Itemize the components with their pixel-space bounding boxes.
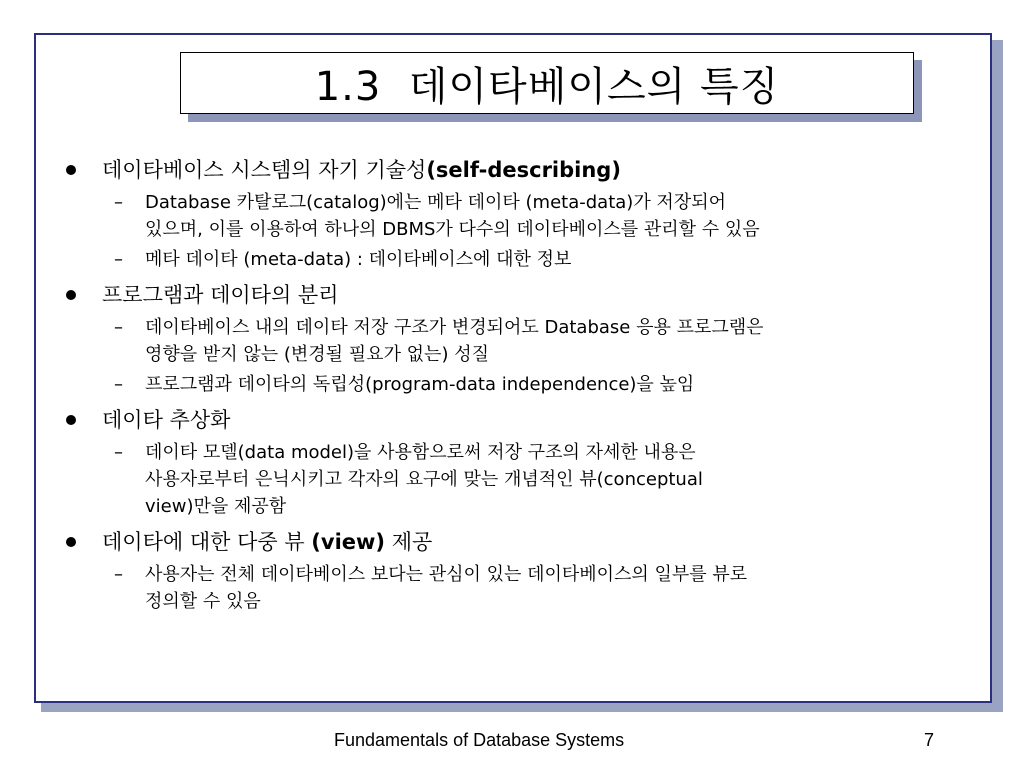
bullet-text-bold: (self-describing)	[426, 158, 621, 182]
bullet-icon	[66, 537, 76, 547]
sub-bullet	[62, 189, 962, 243]
sub-bullet	[62, 561, 962, 615]
sub-bullet-line: 프로그램과 데이타의 독립성(program-data independence)을 높임	[145, 374, 695, 395]
dash-icon: –	[114, 192, 123, 213]
bullet-data-abstraction	[62, 404, 962, 436]
sub-bullet	[62, 371, 962, 398]
bullet-text: 프로그램과 데이타의 분리	[102, 283, 339, 307]
sub-bullet-line: 데이타베이스 내의 데이타 저장 구조가 변경되어도 Database 응용 프로그램은	[145, 317, 764, 338]
sub-bullet	[62, 246, 962, 273]
bullet-text-suffix: 제공	[385, 530, 433, 554]
bullet-icon	[66, 290, 76, 300]
bullet-text-bold: (view)	[311, 530, 386, 554]
sub-bullet-line: 사용자로부터 은닉시키고 각자의 요구에 맞는 개념적인 뷰(conceptual	[145, 469, 703, 490]
bullet-program-data-separation	[62, 279, 962, 311]
sub-bullet	[62, 439, 962, 520]
dash-icon: –	[114, 442, 123, 463]
slide-content	[62, 148, 962, 615]
sub-bullet-line: 데이타 모델(data model)을 사용함으로써 저장 구조의 자세한 내용은	[145, 442, 696, 463]
sub-bullet	[62, 314, 962, 368]
sub-bullet-line: 있으며, 이를 이용하여 하나의 DBMS가 다수의 데이타베이스를 관리할 수 있음	[145, 219, 760, 240]
bullet-text: 데이타 추상화	[102, 408, 231, 432]
sub-bullet-line: 정의할 수 있음	[145, 591, 261, 612]
dash-icon: –	[114, 564, 123, 585]
sub-bullet-line: Database 카탈로그(catalog)에는 메타 데이타 (meta-data)가 저장되어	[145, 192, 726, 213]
slide-title: 1.3 데이타베이스의 특징	[180, 52, 914, 114]
bullet-text: 데이타에 대한 다중 뷰	[102, 530, 305, 554]
dash-icon: –	[114, 317, 123, 338]
bullet-text: 데이타베이스 시스템의 자기 기술성	[102, 158, 427, 182]
sub-bullet-line: 영향을 받지 않는 (변경될 필요가 없는) 성질	[145, 344, 489, 365]
bullet-icon	[66, 415, 76, 425]
sub-bullet-line: 메타 데이타 (meta-data) : 데이타베이스에 대한 정보	[145, 249, 572, 270]
sub-bullet-line: 사용자는 전체 데이타베이스 보다는 관심이 있는 데이타베이스의 일부를 뷰로	[145, 564, 748, 585]
dash-icon: –	[114, 374, 123, 395]
footer-title: Fundamentals of Database Systems	[334, 730, 625, 750]
bullet-multiple-views	[62, 526, 962, 558]
dash-icon: –	[114, 249, 123, 270]
sub-bullet-line: view)만을 제공함	[145, 496, 287, 517]
bullet-self-describing	[62, 154, 962, 186]
bullet-icon	[66, 165, 76, 175]
page-number: 7	[924, 730, 935, 750]
